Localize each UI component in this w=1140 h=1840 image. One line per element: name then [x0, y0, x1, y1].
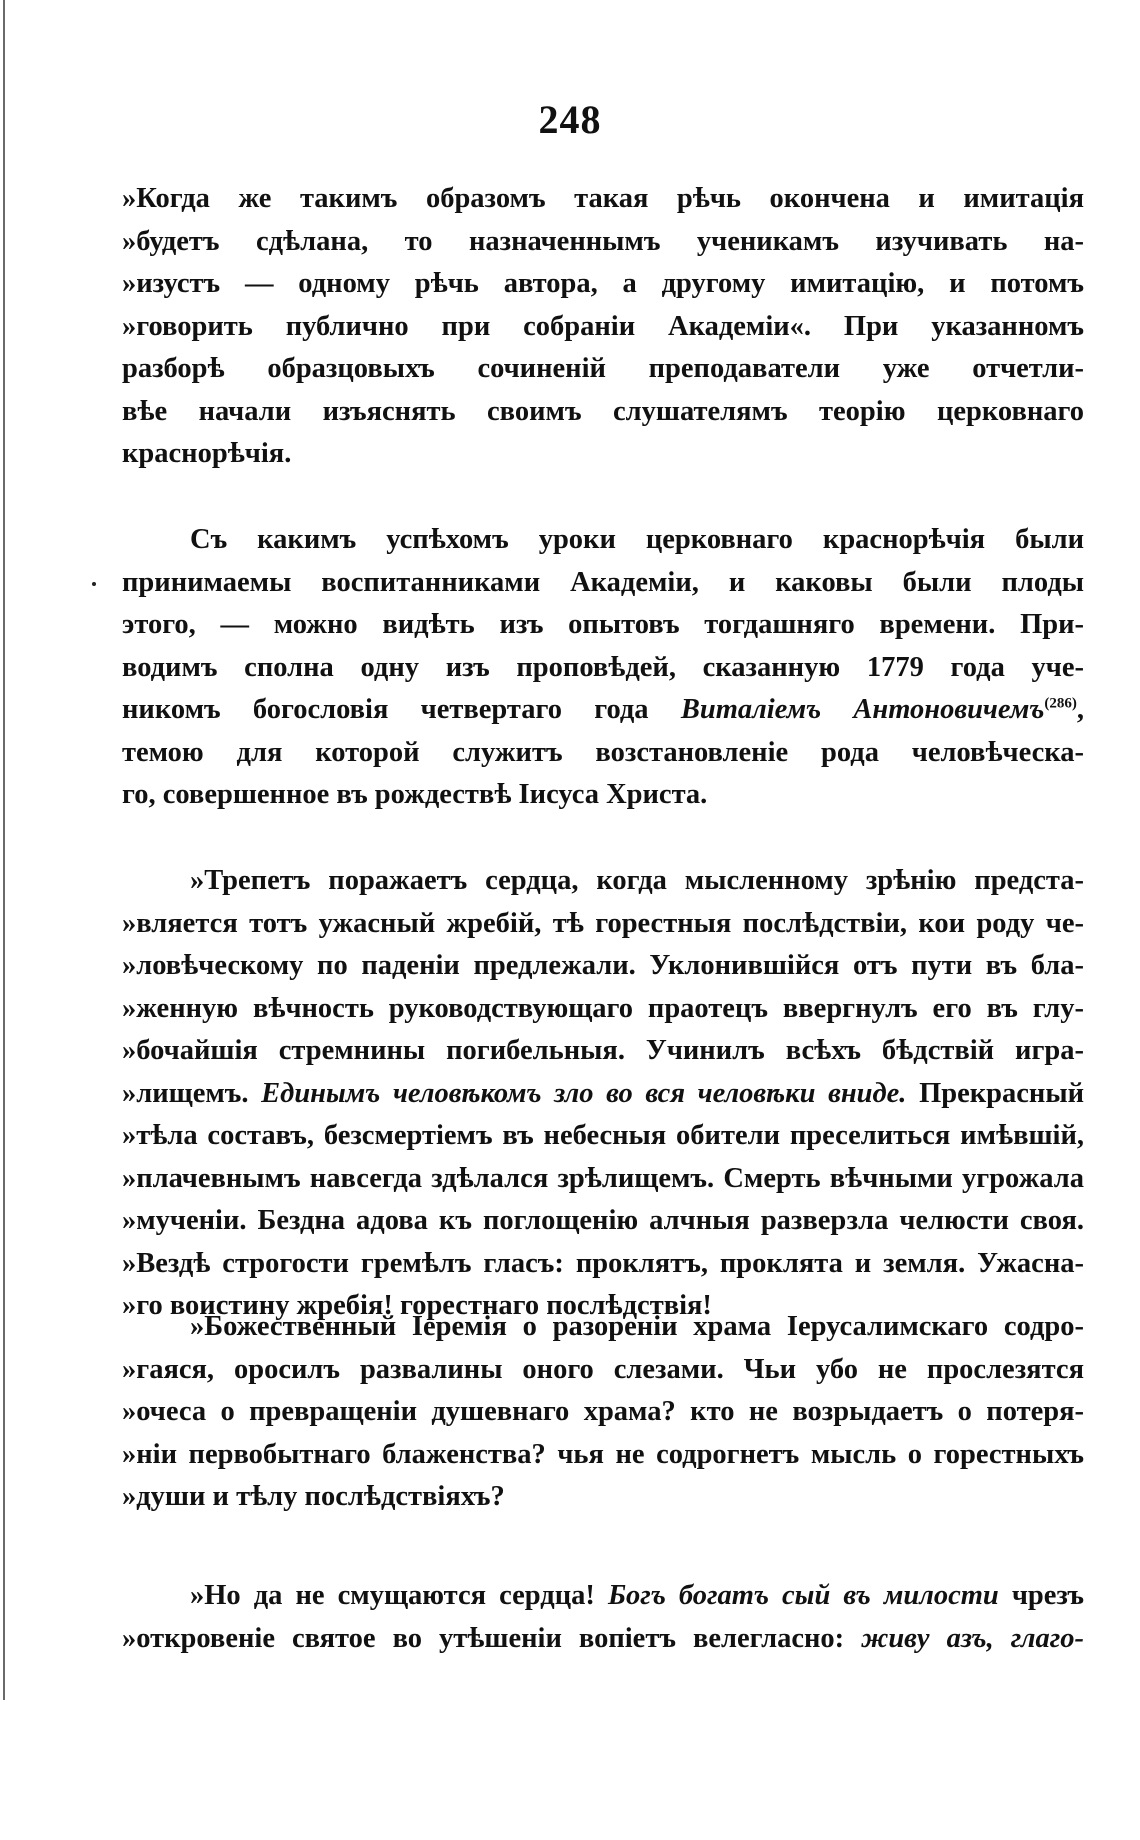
text-segment: »лищемъ. — [122, 1077, 249, 1109]
text-line: »Вездѣ строгости гремѣлъ гласъ: проклятъ, проклята и земля. Ужасна- — [122, 1247, 1084, 1279]
text-line: »гаяся, оросилъ развалины оного слезами. Чьи убо не прослезятся — [122, 1353, 1084, 1385]
text-line: »го воистину жребія! горестнаго послѣдствія! — [122, 1290, 712, 1321]
text-line — [122, 1073, 1084, 1116]
paragraph-4 — [122, 1306, 1084, 1519]
text-line: »души и тѣлу послѣдствіяхъ? — [122, 1481, 505, 1512]
text-line: »изустъ — одному рѣчь автора, а другому имитацію, и потомъ — [122, 268, 1084, 299]
text-line: »Когда же такимъ образомъ такая рѣчь окончена и имитація — [122, 183, 1084, 214]
text-line: этого, — можно видѣть изъ опытовъ тогдашняго времени. При- — [122, 609, 1084, 640]
author-name: Виталіемъ Антоновичемъ — [680, 694, 1045, 725]
text-line: »вляется тотъ ужасный жребій, тѣ горестныя послѣдствіи, кои роду че- — [122, 907, 1084, 939]
text-line: »Божественный Іеремія о разореніи храма Іерусалимскаго содро- — [190, 1311, 1084, 1342]
scripture-quote: Богъ богатъ сый въ милости — [607, 1580, 999, 1611]
scan-binding-edge — [3, 0, 5, 1700]
text-line: краснорѣчія. — [122, 438, 292, 469]
text-line: »ніи первобытнаго блаженства? чья не содрогнетъ мысль о горестныхъ — [122, 1438, 1084, 1470]
scan-speck — [92, 582, 96, 586]
text-line — [122, 1618, 1084, 1661]
text-segment: »Но да не смущаются сердца! — [190, 1580, 595, 1611]
text-line: принимаемы воспитанниками Академіи, и каковы были плоды — [122, 566, 1084, 598]
text-line: »очеса о превращеніи душевнаго храма? кто не возрыдаетъ о потеря- — [122, 1396, 1084, 1427]
text-segment: чрезъ — [1011, 1580, 1084, 1611]
scripture-quote: Единымъ человѣкомъ зло во вся человѣки вниде. — [261, 1077, 907, 1109]
text-line: »женную вѣчность руководствующаго праотецъ ввергнулъ его въ глу- — [122, 992, 1084, 1024]
paragraph-2 — [122, 519, 1084, 817]
paragraph-1 — [122, 178, 1084, 476]
text-line — [122, 1575, 1084, 1618]
text-line: »тѣла составъ, безсмертіемъ въ небесныя обители преселиться имѣвшій, — [122, 1120, 1084, 1151]
text-line: »ловѣческому по паденіи предлежали. Уклонившійся отъ пути въ бла- — [122, 950, 1084, 981]
scripture-quote: живу азъ, глаго- — [861, 1622, 1084, 1654]
text-line: »Трепетъ поражаетъ сердца, когда мысленному зрѣнію предста- — [190, 865, 1084, 896]
text-line: »говорить публично при собраніи Академіи«. При указанномъ — [122, 310, 1084, 342]
text-line: Съ какимъ успѣхомъ уроки церковнаго краснорѣчія были — [190, 524, 1084, 555]
text-line: никомъ богословія четвертаго года Виталіемъ Антоновичемъ$^{(286)}$, — [122, 694, 1084, 725]
text-segment: Прекрасный — [919, 1077, 1084, 1109]
text-line: »плачевнымъ навсегда здѣлался зрѣлищемъ. Смерть вѣчными угрожала — [122, 1162, 1084, 1194]
text-line: »мученіи. Бездна адова къ поглощенію алчныя разверзла челюсти своя. — [122, 1205, 1084, 1236]
text-line: водимъ сполна одну изъ проповѣдей, сказанную 1779 года уче- — [122, 651, 1084, 683]
text-line: разборѣ образцовыхъ сочиненій преподаватели уже отчетли- — [122, 353, 1084, 384]
text-line: вѣе начали изъяснять своимъ слушателямъ теорію церковнаго — [122, 395, 1084, 427]
paragraph-3 — [122, 860, 1084, 1328]
text-line: »бочайшія стремнины погибельныя. Учинилъ всѣхъ бѣдствій игра- — [122, 1035, 1084, 1066]
text-segment: »откровеніе святое во утѣшеніи вопіетъ велегласно: — [122, 1622, 845, 1654]
text-line: темою для которой служитъ возстановленіе рода человѣческа- — [122, 736, 1084, 768]
paragraph-5 — [122, 1575, 1084, 1660]
text-line: го, совершенное въ рождествѣ Іисуса Христа. — [122, 779, 708, 810]
text-line: »будетъ сдѣлана, то назначеннымъ ученикамъ изучивать на- — [122, 225, 1084, 257]
page-number: 248 — [538, 97, 602, 142]
text-segment: никомъ богословія четвертаго года — [122, 694, 649, 725]
footnote-reference: (286) — [1044, 695, 1077, 712]
